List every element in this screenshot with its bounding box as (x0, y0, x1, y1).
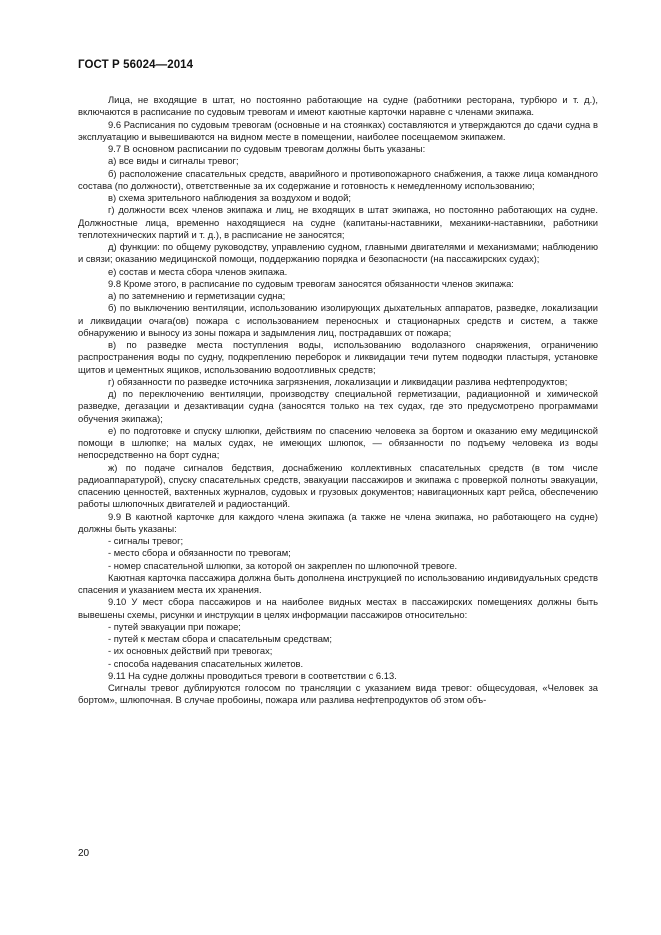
paragraph: Каютная карточка пассажира должна быть дополнена инструкцией по использованию индивидуальных средств спасения и указанием места их хранения. (78, 571, 598, 595)
list-item: е) состав и места сбора членов экипажа. (108, 265, 288, 277)
list-item: а) по затемнению и герметизации судна; (108, 290, 286, 301)
paragraph: Сигналы тревог дублируются голосом по трансляции с указанием вида тревог: общесудовая, «Человек за бортом», шлюпочная. В случае пробоины, пожара или разлива нефтепродуктов об этом объ- (78, 682, 598, 706)
list-item: а) все виды и сигналы тревог; (108, 155, 239, 167)
paragraph: 9.7 В основном расписании по судовым тревогам должны быть указаны: (108, 143, 426, 154)
list-item: - место сбора и обязанности по тревогам; (108, 547, 291, 559)
paragraph: 9.10 У мест сбора пассажиров и на наиболее видных местах в пассажирских помещениях должны быть вывешены схемы, рисунки и инструкции в целях информации пассажиров относительно: (78, 596, 598, 620)
list-item: г) обязанности по разведке источника загрязнения, локализации и ликвидации разлива нефтепродуктов; (108, 375, 568, 387)
paragraph: 9.8 Кроме этого, в расписание по судовым тревогам заносятся обязанности членов экипажа: (108, 277, 514, 289)
list-item: - сигналы тревог; (108, 535, 184, 546)
list-item: - их основных действий при тревогах; (108, 645, 273, 657)
list-item: ж) по подаче сигналов бедствия, доснабжению коллективных спасательных средств (в том числе радиоаппаратурой), спуску спасательных средств, эвакуации пассажиров и экипажа с проверкой полноты эвакуации, спасению ценностей, вахтенных журналов, судовых и грузовых документов; навигационных карт рейса, обеспечению работы шлюпочных двигателей и радиостанций. (78, 461, 598, 510)
list-item: е) по подготовке и спуску шлюпки, действиям по спасению человека за бортом и оказанию ему медицинской помощи в шлюпке; на малых судах, не имеющих шлюпок, — обязанности по подъему человека из воды непосредственно на борт судна; (78, 424, 598, 461)
list-item: б) по выключению вентиляции, использованию изолирующих дыхательных аппаратов, разведке, локализации и ликвидации очага(ов) пожара с использованием переносных и стационарных средств и систем, а также обнаружению и выносу из зоны пожара и задымления лиц, пострадавших от пожара; (78, 302, 598, 338)
list-item: - путей эвакуации при пожаре; (108, 620, 241, 632)
list-item: д) по переключению вентиляции, производству специальной герметизации, радиационной и химической разведке, дегазации и дезактивации судна (заносятся только на тех судах, где это предусмотрено программами обучения экипажа); (78, 388, 598, 424)
list-item: в) по разведке места поступления воды, использованию водолазного снаряжения, ограничению распространения воды по судну, подкреплению переборок и ликвидации течи путем подводки пластыря, установке щитов и цементных ящиков, использованию водоотливных средств; (78, 339, 598, 375)
list-item: д) функции: по общему руководству, управлению судном, главными двигателями и механизмами; наблюдению и связи; оказанию медицинской помощи, поддержанию порядка и безопасности (на пассажирских судах); (78, 241, 598, 265)
document-header: ГОСТ Р 56024—2014 (78, 59, 194, 71)
list-item: в) схема зрительного наблюдения за воздухом и водой; (108, 192, 351, 203)
paragraph: 9.9 В каютной карточке для каждого члена экипажа (а также не члена экипажа, но работающего на судне) должны быть указаны: (78, 510, 598, 534)
list-item: г) должности всех членов экипажа и лиц, не входящих в штат экипажа, но постоянно работающих на судне. Должностные лица, временно находящиеся на судне (капитаны-наставники, механики-наставники, работники теплотехнических партий и т. д.), в расписание не заносятся; (78, 204, 598, 240)
list-item: - номер спасательной шлюпки, за которой он закреплен по шлюпочной тревоге. (108, 559, 458, 571)
paragraph: 9.6 Расписания по судовым тревогам (основные и на стоянках) составляются и утверждаются до сдачи судна в эксплуатацию и вывешиваются на видном месте в помещении, наиболее посещаемом экипажем. (78, 118, 598, 142)
page-number: 20 (78, 848, 90, 859)
list-item: б) расположение спасательных средств, аварийного и противопожарного снабжения, а также лица командного состава (по должности), ответственные за их содержание и готовность к немедленному использованию; (78, 167, 598, 191)
list-item: - путей к местам сбора и спасательным средствам; (108, 633, 332, 644)
list-item: - способа надевания спасательных жилетов. (108, 657, 304, 669)
paragraph: Лица, не входящие в штат, но постоянно работающие на судне (работники ресторана, турбюро и т. д.), включаются в расписание по судовым тревогам и имеют каютные карточки наравне с членами экипажа. (78, 94, 598, 118)
paragraph: 9.11 На судне должны проводиться тревоги в соответствии с 6.13. (108, 669, 397, 681)
document-body (78, 94, 598, 707)
